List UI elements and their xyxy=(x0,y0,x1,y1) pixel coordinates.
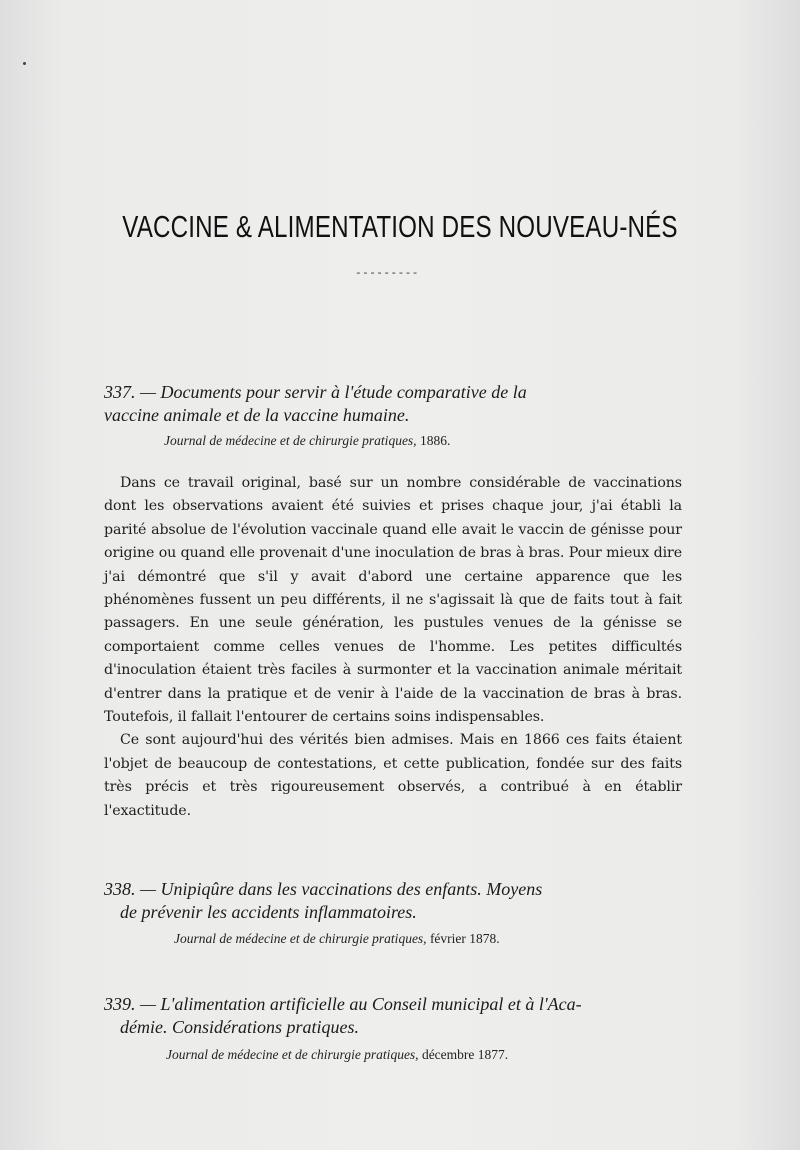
source-date: décembre 1877. xyxy=(418,1047,509,1062)
entry-337-title xyxy=(104,381,687,427)
page-title: VACCINE & ALIMENTATION DES NOUVEAU-NÉS xyxy=(122,208,678,244)
entry-title-line2: de prévenir les accidents inflammatoires. xyxy=(120,902,417,922)
source-date: 1886. xyxy=(416,433,451,448)
entry-title-line2: démie. Considérations pratiques. xyxy=(120,1017,359,1037)
entry-number: 337. xyxy=(104,382,136,402)
entry-337-body xyxy=(104,472,682,823)
source-journal: Journal de médecine et de chirurgie pratiques, xyxy=(174,931,427,946)
entry-338-source xyxy=(174,931,500,947)
source-journal: Journal de médecine et de chirurgie pratiques, xyxy=(164,433,417,448)
entry-337-source xyxy=(164,433,450,449)
body-paragraph: Dans ce travail original, basé sur un nombre considérable de vaccinations dont les observations avaient été suivies et prises chaque jour, j'ai établi la parité absolue de l'évolution vaccinale quand elle avait le vaccin de génisse pour origine ou quand elle provenait d'une inoculation de bras à bras. Pour mieux dire j'ai démontré que s'il y avait d'abord une certaine apparence que les phénomènes fussent un peu différents, il ne s'agissait là que de faits tout à fait passagers. En une seule génération, les pustules venues de la génisse se comportaient comme celles venues de l'homme. Les petites difficultés d'inoculation étaient très faciles à surmonter et la vaccination animale méritait d'entrer dans la pratique et de venir à l'aide de la vaccination de bras à bras. Toutefois, il fallait l'entourer de certains soins indispensables. xyxy=(104,475,682,726)
title-separator: --------- xyxy=(355,268,419,280)
entry-339-title xyxy=(104,993,687,1039)
entry-339-source xyxy=(166,1047,508,1063)
speck-mark xyxy=(23,62,26,65)
entry-338-title xyxy=(104,878,687,924)
entry-title-line2: vaccine animale et de la vaccine humaine. xyxy=(104,405,410,425)
entry-title-line1: — L'alimentation artificielle au Conseil municipal et à l'Aca- xyxy=(135,994,582,1014)
entry-title-line1: — Unipiqûre dans les vaccinations des enfants. Moyens xyxy=(135,879,543,899)
entry-number: 339. xyxy=(104,994,136,1014)
source-date: février 1878. xyxy=(426,931,500,946)
entry-number: 338. xyxy=(104,879,136,899)
entry-title-line1: — Documents pour servir à l'étude comparative de la xyxy=(135,382,527,402)
source-journal: Journal de médecine et de chirurgie pratiques, xyxy=(166,1047,419,1062)
body-paragraph: Ce sont aujourd'hui des vérités bien admises. Mais en 1866 ces faits étaient l'objet de beaucoup de contestations, et cette publication, fondée sur des faits très précis et très rigoureusement observés, a contribué à en établir l'exactitude. xyxy=(104,732,682,819)
